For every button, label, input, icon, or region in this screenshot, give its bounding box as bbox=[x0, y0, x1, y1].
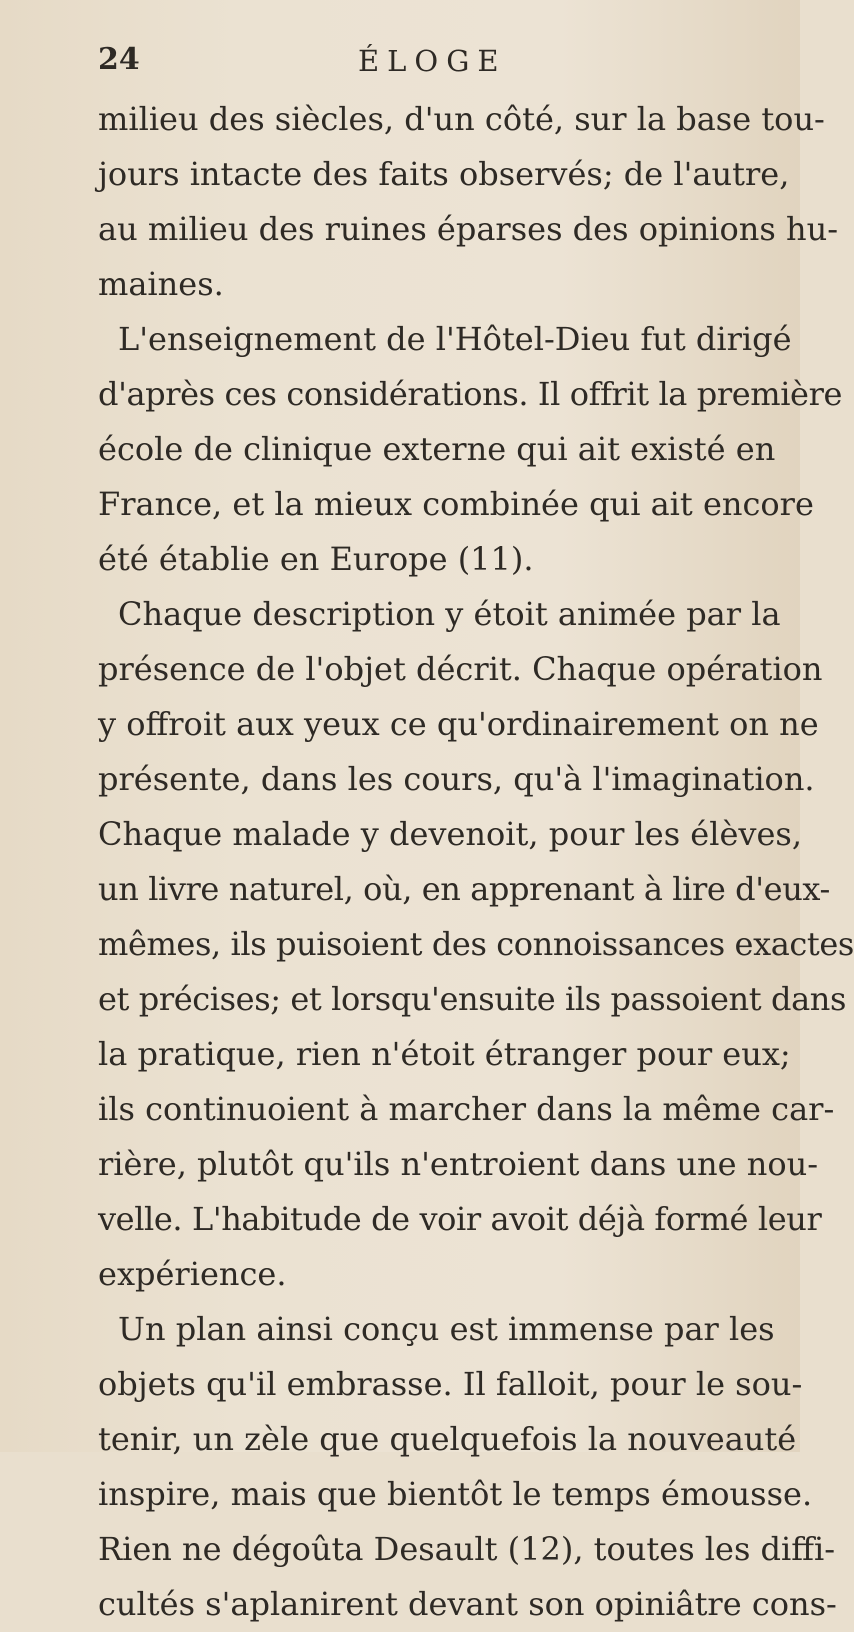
text-line: jours intacte des faits observés; de l'autre, bbox=[98, 155, 790, 193]
page-header bbox=[98, 42, 698, 92]
page-number: 24 bbox=[98, 42, 140, 77]
text-line: Un plan ainsi conçu est immense par les bbox=[118, 1310, 775, 1348]
text-line: cultés s'aplanirent devant son opiniâtre cons- bbox=[98, 1585, 837, 1623]
text-line: Rien ne dégoûta Desault (12), toutes les diffi- bbox=[98, 1530, 836, 1568]
running-title: ÉLOGE bbox=[358, 44, 507, 78]
text-line: France, et la mieux combinée qui ait encore bbox=[98, 485, 814, 523]
text-line: y offroit aux yeux ce qu'ordinairement on ne bbox=[98, 705, 819, 743]
text-line: tenir, un zèle que quelquefois la nouveauté bbox=[98, 1420, 797, 1458]
text-line: objets qu'il embrasse. Il falloit, pour le sou- bbox=[98, 1365, 803, 1403]
text-line: rière, plutôt qu'ils n'entroient dans une nou- bbox=[98, 1145, 819, 1183]
text-line: au milieu des ruines éparses des opinions hu- bbox=[98, 210, 839, 248]
text-line: présente, dans les cours, qu'à l'imagination. bbox=[98, 760, 815, 798]
text-line: maines. bbox=[98, 265, 224, 303]
text-line: inspire, mais que bientôt le temps émousse. bbox=[98, 1475, 813, 1513]
text-line: velle. L'habitude de voir avoit déjà formé leur bbox=[98, 1200, 822, 1238]
text-line: Chaque malade y devenoit, pour les élèves, bbox=[98, 815, 803, 853]
text-line: mêmes, ils puisoient des connoissances exactes bbox=[98, 925, 854, 963]
text-line: présence de l'objet décrit. Chaque opération bbox=[98, 650, 823, 688]
text-line: Chaque description y étoit animée par la bbox=[118, 595, 781, 633]
body-text bbox=[98, 92, 854, 1632]
text-line: été établie en Europe (11). bbox=[98, 540, 534, 578]
text-line: d'après ces considérations. Il offrit la première bbox=[98, 375, 843, 413]
text-line: la pratique, rien n'étoit étranger pour eux; bbox=[98, 1035, 791, 1073]
text-line: milieu des siècles, d'un côté, sur la base tou- bbox=[98, 100, 825, 138]
text-line: un livre naturel, où, en apprenant à lire d'eux- bbox=[98, 870, 830, 908]
text-line: ils continuoient à marcher dans la même car- bbox=[98, 1090, 835, 1128]
text-line: et précises; et lorsqu'ensuite ils passoient dans bbox=[98, 980, 846, 1018]
text-line: école de clinique externe qui ait existé en bbox=[98, 430, 776, 468]
text-line: L'enseignement de l'Hôtel-Dieu fut dirigé bbox=[118, 320, 792, 358]
text-line: expérience. bbox=[98, 1255, 287, 1293]
